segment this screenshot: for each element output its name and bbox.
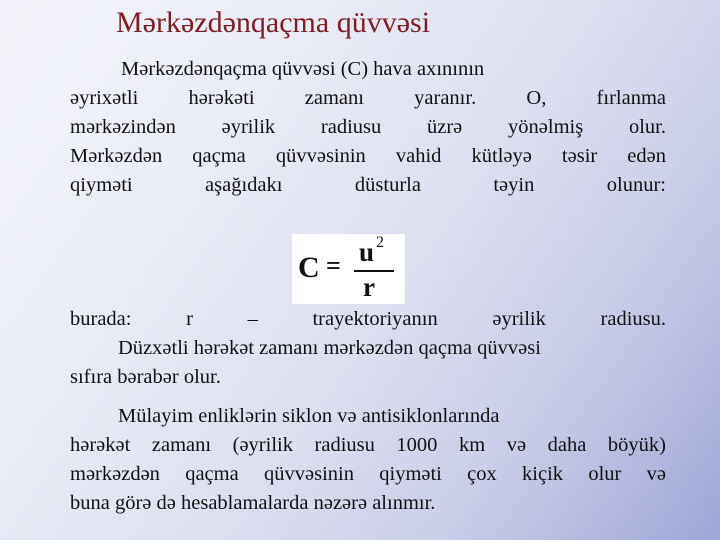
text-line: hərəkət zamanı (əyrilik radiusu 1000 km və daha böyük) (70, 434, 666, 456)
text-line: mərkəzindən əyrilik radiusu üzrə yönəlmiş olur. (70, 116, 666, 138)
text-line: Mərkəzdən qaçma qüvvəsinin vahid kütləyə təsir edən (70, 145, 666, 167)
text-line: Düzxətli hərəkət zamanı mərkəzdən qaçma qüvvəsi (118, 337, 541, 359)
text-line: əyrixətli hərəkəti zamanı yaranır. O, fırlanma (70, 87, 666, 109)
text-line: buna görə də hesablamalarda nəzərə alınmır. (70, 492, 436, 514)
text-line: mərkəzdən qaçma qüvvəsinin qiyməti çox kiçik olur və (70, 463, 666, 485)
text-line: qiyməti aşağıdakı düsturla təyin olunur: (70, 174, 666, 196)
text-line: Mülayim enliklərin siklon və antisiklonlarında (118, 405, 500, 427)
formula-numerator: u (359, 237, 375, 267)
paragraph-definition (70, 305, 666, 392)
slide-title: Mərkəzdənqaçma qüvvəsi (116, 6, 431, 39)
formula-equals: = (326, 251, 341, 280)
formula-lhs: C (298, 251, 320, 284)
paragraph-intro (70, 55, 666, 200)
text-line: burada: r – trayektoriyanın əyrilik radiusu. (70, 308, 666, 330)
formula-image (292, 234, 405, 304)
formula-denominator: r (363, 272, 375, 302)
formula-exponent: 2 (376, 234, 384, 251)
text-line: sıfıra bərabər olur. (70, 366, 221, 388)
paragraph-note (70, 402, 666, 518)
text-line: Mərkəzdənqaçma qüvvəsi (C) hava axınının (121, 58, 485, 80)
